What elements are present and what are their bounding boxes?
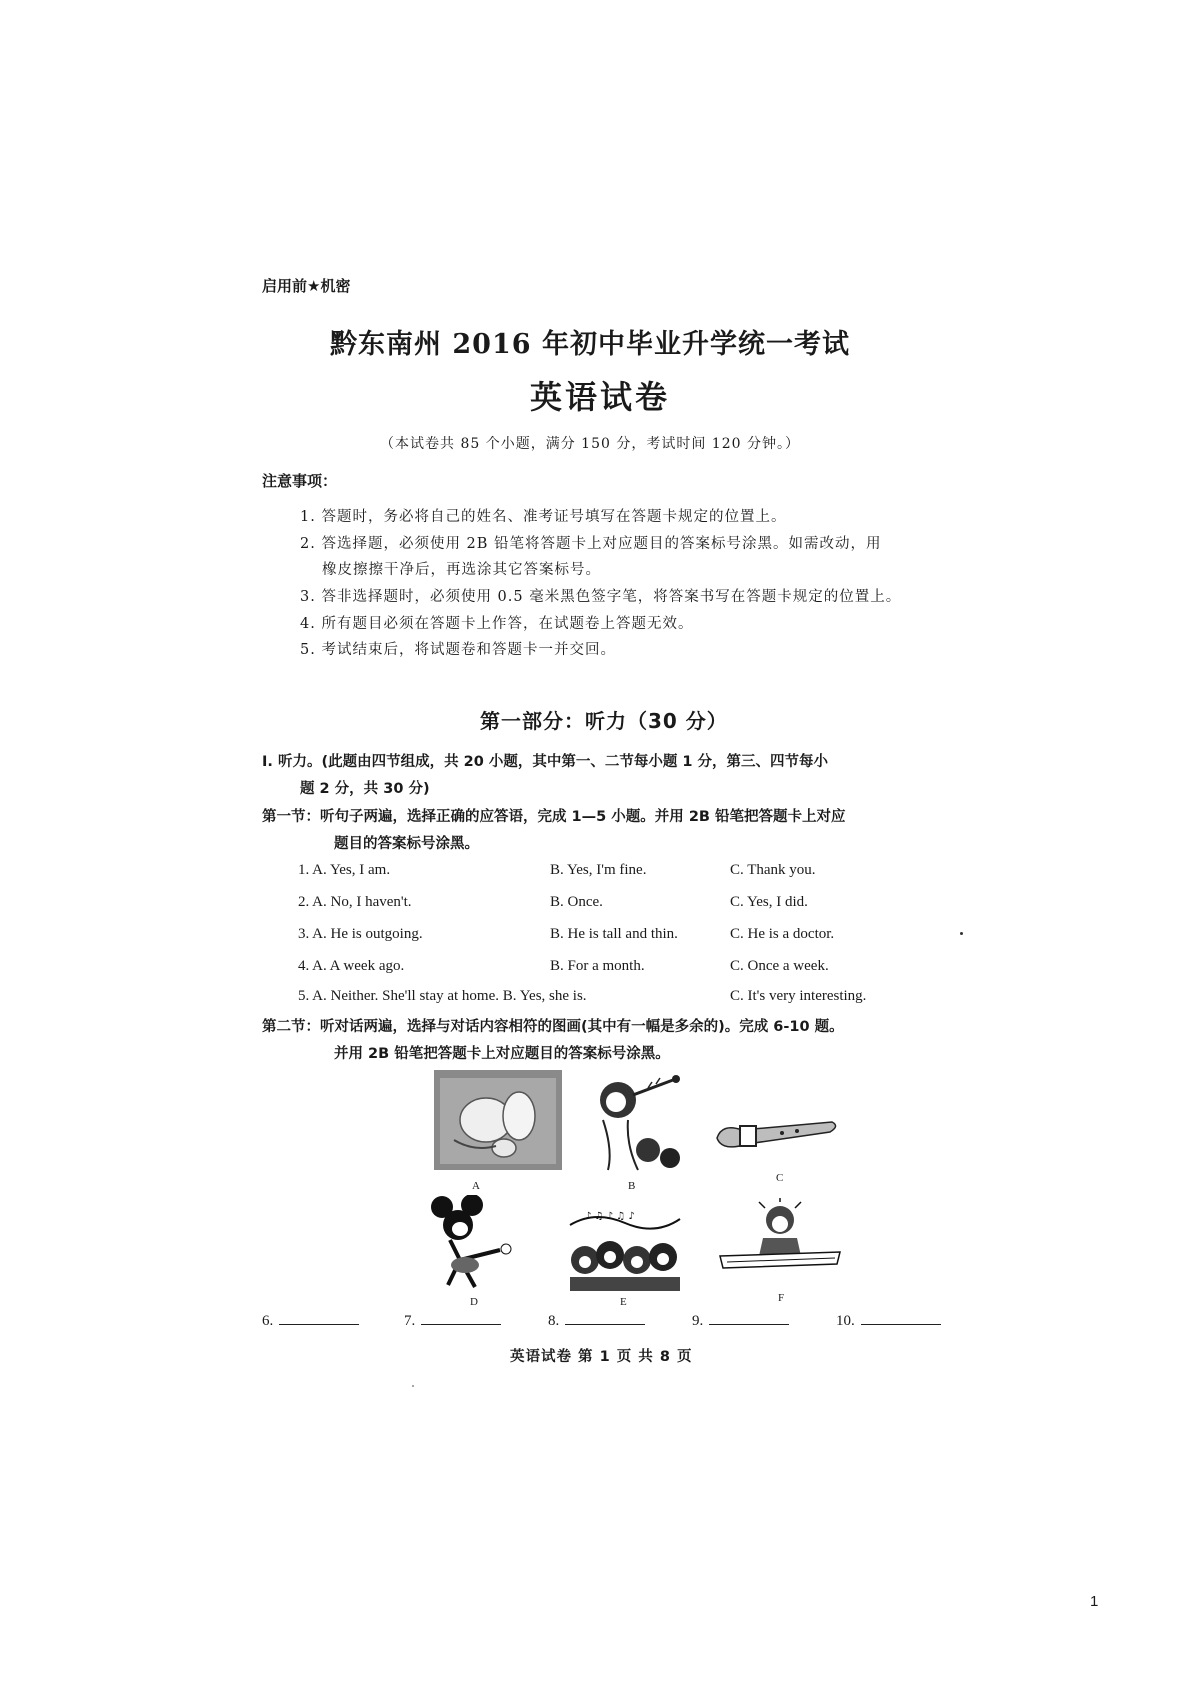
blank-number: 10. bbox=[836, 1313, 855, 1329]
blank-line bbox=[709, 1312, 789, 1325]
question-1-option-b: B. Yes, I'm fine. bbox=[550, 862, 647, 878]
question-1-option-c: C. Thank you. bbox=[730, 862, 816, 878]
sec2-instructions: 第二节：听对话两遍，选择与对话内容相符的图画(其中有一幅是多余的)。完成 6-10 题。 bbox=[262, 1019, 844, 1035]
blank-line bbox=[565, 1312, 645, 1325]
blank-number: 9. bbox=[692, 1313, 704, 1329]
blank-line bbox=[421, 1312, 501, 1325]
picture-b-label: B bbox=[628, 1180, 636, 1192]
section-intro-continued: 题 2 分，共 30 分) bbox=[300, 781, 430, 797]
notice-heading: 注意事项： bbox=[262, 472, 338, 490]
question-3-option-a: 3. A. He is outgoing. bbox=[298, 926, 423, 942]
notice-item: 5. 考试结束后，将试题卷和答题卡一并交回。 bbox=[300, 642, 616, 658]
confidential-mark: 启用前★机密 bbox=[262, 277, 351, 295]
exam-subtitle: 英语试卷 bbox=[530, 378, 671, 416]
picture-b-singer bbox=[588, 1070, 698, 1175]
question-3-option-b: B. He is tall and thin. bbox=[550, 926, 678, 942]
part1-title: 第一部分：听力（30 分） bbox=[480, 709, 728, 733]
picture-c-label: C bbox=[776, 1172, 784, 1184]
question-4-option-c: C. Once a week. bbox=[730, 958, 829, 974]
picture-f-student-at-desk bbox=[715, 1198, 845, 1278]
answer-blank-7[interactable] bbox=[404, 1312, 501, 1330]
sec2-instructions-continued: 并用 2B 铅笔把答题卡上对应题目的答案标号涂黑。 bbox=[334, 1046, 670, 1062]
sec1-instructions-continued: 题目的答案标号涂黑。 bbox=[334, 836, 479, 852]
exam-title: 黔东南州 2016 年初中毕业升学统一考试 bbox=[330, 329, 850, 360]
notice-item: 3. 答非选择题时，必须使用 0.5 毫米黑色签字笔，将答案书写在答题卡规定的位置上。 bbox=[300, 589, 902, 605]
notice-item: 4. 所有题目必须在答题卡上作答，在试题卷上答题无效。 bbox=[300, 616, 694, 632]
answer-blank-8[interactable] bbox=[548, 1312, 645, 1330]
question-5-options-ab: 5. A. Neither. She'll stay at home. B. Yes, she is. bbox=[298, 988, 587, 1004]
picture-c-belt bbox=[712, 1108, 842, 1158]
question-5-option-c: C. It's very interesting. bbox=[730, 988, 867, 1004]
notice-item: 1. 答题时，务必将自己的姓名、准考证号填写在答题卡规定的位置上。 bbox=[300, 509, 787, 525]
picture-a-label: A bbox=[472, 1180, 480, 1192]
picture-d-cartoon-mouse bbox=[420, 1195, 520, 1293]
sec1-instructions: 第一节：听句子两遍，选择正确的应答语，完成 1—5 小题。并用 2B 铅笔把答题卡上对应 bbox=[262, 809, 846, 825]
scan-speck bbox=[960, 932, 963, 935]
page-number: 1 bbox=[1090, 1593, 1099, 1610]
question-2-option-c: C. Yes, I did. bbox=[730, 894, 808, 910]
blank-number: 8. bbox=[548, 1313, 560, 1329]
page-footer: 英语试卷 第 1 页 共 8 页 bbox=[510, 1349, 693, 1365]
answer-blank-6[interactable] bbox=[262, 1312, 359, 1330]
question-4-option-a: 4. A. A week ago. bbox=[298, 958, 405, 974]
answer-blank-9[interactable] bbox=[692, 1312, 789, 1330]
question-2-option-b: B. Once. bbox=[550, 894, 603, 910]
exam-note: （本试卷共 85 个小题，满分 150 分，考试时间 120 分钟。） bbox=[380, 436, 800, 452]
section-intro: Ⅰ. 听力。(此题由四节组成，共 20 小题，其中第一、二节每小题 1 分，第三、四节每小 bbox=[262, 754, 829, 770]
question-3-option-c: C. He is a doctor. bbox=[730, 926, 835, 942]
notice-item-continued: 橡皮擦擦干净后，再选涂其它答案标号。 bbox=[322, 562, 601, 578]
picture-a-eggs bbox=[434, 1070, 562, 1170]
blank-number: 7. bbox=[404, 1313, 416, 1329]
question-1-option-a: 1. A. Yes, I am. bbox=[298, 862, 391, 878]
scan-speck bbox=[412, 1385, 414, 1387]
picture-d-label: D bbox=[470, 1296, 478, 1308]
question-2-option-a: 2. A. No, I haven't. bbox=[298, 894, 412, 910]
blank-line bbox=[861, 1312, 941, 1325]
picture-f-label: F bbox=[778, 1292, 785, 1304]
picture-e-label: E bbox=[620, 1296, 627, 1308]
answer-blank-10[interactable] bbox=[836, 1312, 941, 1330]
svg-text:♪ ♫ ♪ ♫ ♪: ♪ ♫ ♪ ♫ ♪ bbox=[585, 1211, 635, 1222]
blank-number: 6. bbox=[262, 1313, 274, 1329]
blank-line bbox=[279, 1312, 359, 1325]
question-4-option-b: B. For a month. bbox=[550, 958, 645, 974]
notice-item: 2. 答选择题，必须使用 2B 铅笔将答题卡上对应题目的答案标号涂黑。如需改动，用 bbox=[300, 536, 882, 552]
picture-e-choir bbox=[565, 1205, 685, 1293]
